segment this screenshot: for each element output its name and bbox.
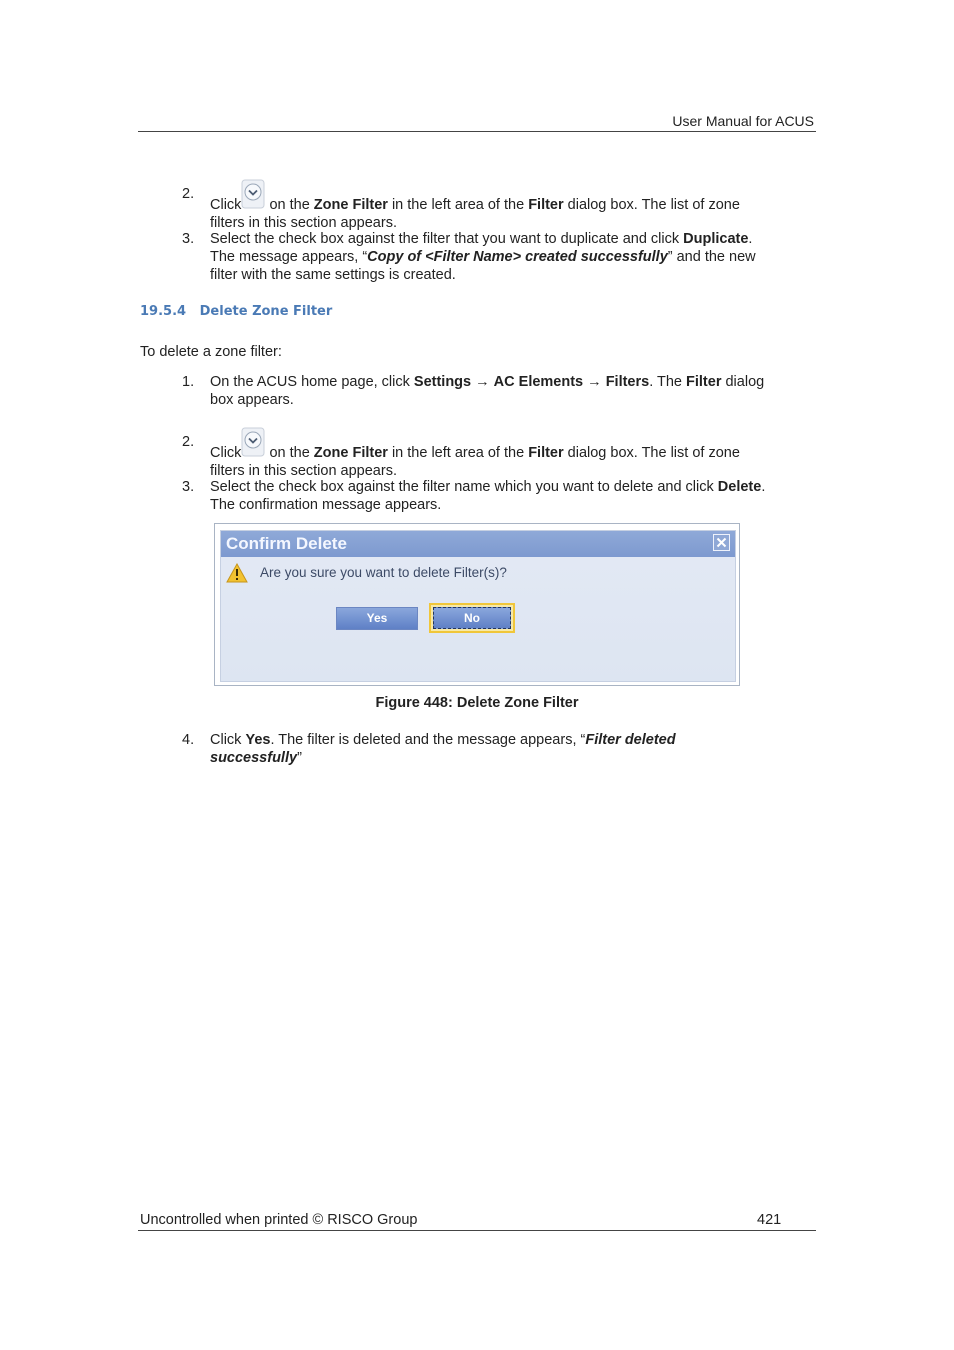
step-text: Click Yes. The filter is deleted and the message appears, “Filter deleted successfully”: [210, 732, 676, 766]
step-number: 1.: [182, 374, 195, 390]
dialog-title: Confirm Delete: [226, 534, 347, 553]
no-button-focus: [429, 603, 515, 633]
section-heading: 19.5.4 Delete Zone Filter: [140, 304, 333, 319]
step-number: 3.: [182, 231, 195, 247]
chevron-down-icon: [241, 185, 263, 213]
step-number: 2.: [182, 434, 195, 450]
figure-caption: Figure 448: Delete Zone Filter: [375, 695, 579, 711]
warning-icon: [226, 563, 248, 588]
page-number: 421: [757, 1212, 782, 1228]
step-text: On the ACUS home page, click Settings → AC Elements → Filters. The Filter dialog box appears.: [210, 374, 765, 408]
running-header: User Manual for ACUS: [672, 113, 814, 129]
confirm-delete-dialog: [220, 530, 736, 682]
step-number: 2.: [182, 186, 195, 202]
close-icon[interactable]: [713, 534, 730, 551]
chevron-down-icon: [241, 433, 263, 461]
step-number: 3.: [182, 479, 195, 495]
header-rule: [138, 131, 816, 132]
footer-rule: [138, 1230, 816, 1231]
dialog-titlebar: [221, 531, 735, 557]
step-text: Click on the Zone Filter in the left area of the Filter dialog box. The list of zone filters in this section appears.: [210, 185, 810, 232]
yes-button[interactable]: Yes: [336, 607, 418, 630]
step-text: Click on the Zone Filter in the left area of the Filter dialog box. The list of zone filters in this section appears.: [210, 433, 810, 480]
step-text: Select the check box against the filter name which you want to delete and click Delete. The confirmation message appears.: [210, 479, 766, 513]
step-text: Select the check box against the filter that you want to duplicate and click Duplicate. The message appears, “Copy of <Filter Name> created successfully” and the new filter with the same settings is created.: [210, 231, 756, 283]
footer-text: Uncontrolled when printed © RISCO Group: [140, 1212, 418, 1228]
no-button[interactable]: No: [433, 607, 511, 629]
step-number: 4.: [182, 732, 195, 748]
dialog-message: Are you sure you want to delete Filter(s)?: [260, 565, 507, 580]
intro-text: To delete a zone filter:: [140, 344, 282, 360]
